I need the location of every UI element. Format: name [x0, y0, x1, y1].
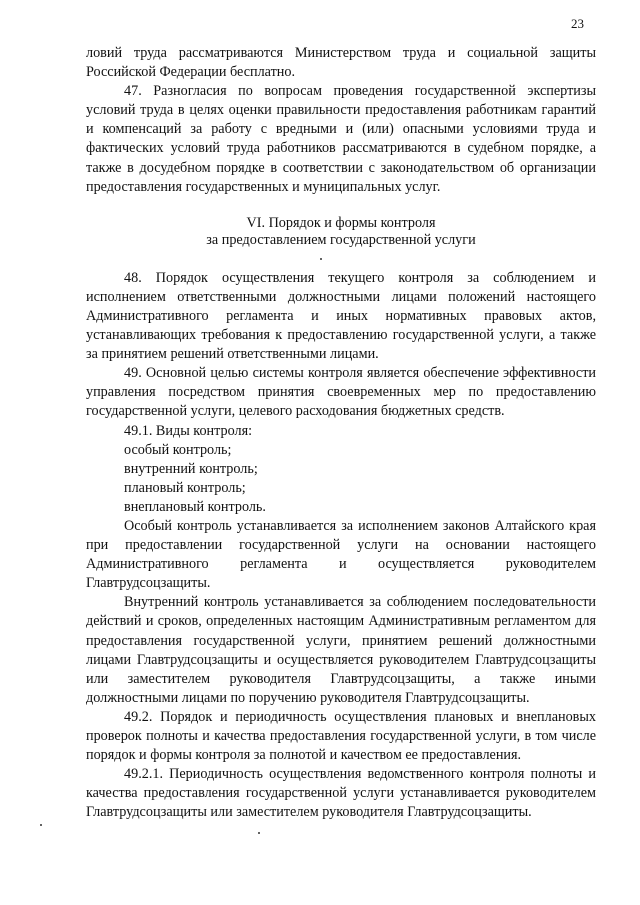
paragraph-49-2: 49.2. Порядок и периодичность осуществления плановых и внеплановых проверок полноты и качества предоставления государственной услуги, в том числе порядок и формы контроля за полнотой и качеством ее предоставления.	[86, 708, 596, 764]
scan-speck	[320, 258, 322, 260]
control-type-item: особый контроль;	[124, 441, 232, 458]
control-types-title: 49.1. Виды контроля:	[124, 422, 253, 439]
page-number: 23	[571, 16, 584, 31]
paragraph-49: 49. Основной целью системы контроля является обеспечение эффективности управления посредством принятия своевременных мер по предоставлению государственной услуги, целевого расходования бюджетных средств.	[86, 365, 596, 420]
section-heading-line-2: за предоставлением государственной услуги	[206, 231, 476, 248]
paragraph-special-control: Особый контроль устанавливается за исполнением законов Алтайского края при предоставлении государственной услуги на основании настоящего Административного регламента и осуществляется руководителем Главтрудсоцзащиты.	[86, 517, 596, 592]
paragraph-48: 48. Порядок осуществления текущего контроля за соблюдением и исполнением ответственными должностными лицами положений настоящего Административного регламента и иных нормативных правовых актов, устанавливающих требования к предоставлению государственной услуги, а также за принятием решений ответственными лицами.	[86, 269, 596, 363]
control-types-list	[86, 422, 596, 517]
paragraph-47: 47. Разногласия по вопросам проведения государственной экспертизы условий труда в целях оценки правильности предоставления работникам гарантий и компенсаций за работу с вредными и (или) опасными условиями труда и фактических условий труда работников рассматриваются в судебном порядке, а также в досудебном порядке в соответствии с законодательством об организации предоставления государственных и муниципальных услуг.	[86, 83, 596, 195]
section-heading-line-1: VI. Порядок и формы контроля	[246, 214, 436, 231]
scan-speck	[40, 824, 42, 826]
paragraph-internal-control: Внутренний контроль устанавливается за соблюдением последовательности действий и сроков, определенных настоящим Административным регламентом для предоставления государственной услуги, принятием решений должностными лицами Главтрудсоцзащиты и осуществляется руководителем Главтрудсоцзащиты или заместителем руководителя Главтрудсоцзащиты, а также иными должностными лицами по поручению руководителя Главтрудсоцзащиты.	[86, 594, 596, 706]
control-type-item: внеплановый контроль.	[124, 498, 266, 515]
document-body	[86, 44, 596, 822]
section-heading	[86, 215, 596, 249]
control-type-item: плановый контроль;	[124, 479, 246, 496]
scan-speck	[258, 832, 260, 834]
control-type-item: внутренний контроль;	[124, 460, 258, 477]
paragraph-49-2-1: 49.2.1. Периодичность осуществления ведомственного контроля полноты и качества предоставления государственной услуги устанавливается руководителем Главтрудсоцзащиты или заместителем руководителя Главтрудсоцзащиты.	[86, 766, 596, 821]
paragraph-continuation: ловий труда рассматриваются Министерством труда и социальной защиты Российской Федерации бесплатно.	[86, 45, 596, 81]
